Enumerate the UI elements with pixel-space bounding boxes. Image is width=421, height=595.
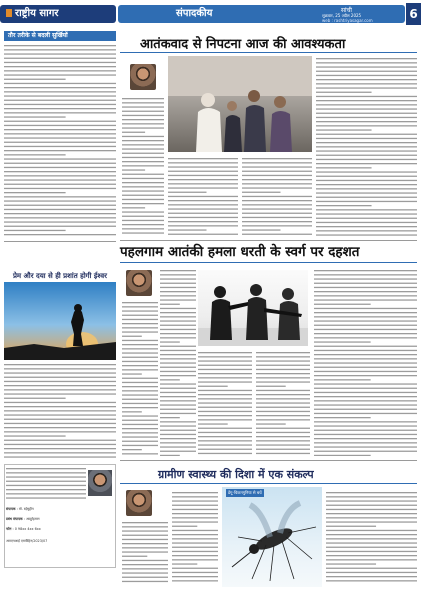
registration-line: आरएनआई एमपीहिन/2023/07 bbox=[6, 539, 48, 543]
editor-portrait bbox=[88, 470, 112, 496]
left-divider bbox=[4, 241, 116, 242]
text-lines bbox=[6, 466, 86, 502]
text-lines bbox=[314, 268, 417, 456]
text-lines bbox=[198, 350, 252, 456]
phone-line: फोन : 0 98xx 4xx 6xx bbox=[6, 527, 41, 531]
mosquito-caption: डेंगू-चिकनगुनिया से बचें bbox=[228, 490, 262, 495]
article-1-col-3 bbox=[242, 156, 312, 238]
editor-line: संपादक : मो. रईसुद्दीन bbox=[6, 507, 34, 511]
text-lines bbox=[160, 268, 196, 456]
article-1-col-1 bbox=[122, 96, 164, 236]
article-2-col-5 bbox=[314, 268, 417, 456]
phone-number: 0 98xx 4xx 6xx bbox=[14, 527, 41, 531]
ceremony-photo bbox=[168, 56, 312, 152]
mosquito-photo bbox=[222, 487, 322, 587]
left-box-title: तौर तरीके से बदली सुर्खियों bbox=[4, 31, 116, 41]
page-number: 6 bbox=[406, 3, 421, 25]
article-1-col-4 bbox=[316, 56, 417, 238]
text-lines bbox=[242, 156, 312, 238]
left-column-text bbox=[4, 43, 116, 239]
article-2-col-4 bbox=[256, 350, 310, 456]
article-3-col-1 bbox=[122, 520, 168, 584]
author-1-portrait bbox=[130, 64, 156, 90]
left-feature-title: प्रेम और दया से ही प्रशांत होगी ईश्वर bbox=[12, 272, 108, 280]
author-3-portrait bbox=[126, 490, 152, 516]
security-forces-graphic bbox=[198, 270, 308, 346]
section-title: संपादकीय bbox=[176, 8, 213, 19]
text-lines bbox=[122, 96, 164, 236]
article-2-col-2 bbox=[160, 268, 196, 456]
issue-date: शुक्रवार, 25 अप्रैल 2025 bbox=[322, 13, 362, 18]
managing-editor-line: प्रबंध संपादक : अब्दुर्रहमान bbox=[6, 517, 40, 521]
editor-label: संपादक bbox=[6, 507, 16, 511]
masthead bbox=[0, 0, 421, 28]
editor-name: मो. रईसुद्दीन bbox=[18, 507, 34, 511]
managing-editor-name: अब्दुर्रहमान bbox=[25, 517, 40, 521]
article-3-accent-bar bbox=[120, 483, 417, 484]
crowd-graphic bbox=[168, 56, 312, 152]
dusk-photo bbox=[4, 282, 116, 360]
author-2-portrait bbox=[126, 270, 152, 296]
imprint-notice bbox=[6, 466, 86, 502]
article-2-col-1 bbox=[122, 300, 158, 456]
article-1-headline: आतंकवाद से निपटना आज की आवश्यकता bbox=[140, 37, 346, 52]
article-2-accent-bar bbox=[120, 262, 417, 263]
article-3-headline: ग्रामीण स्वास्थ्य की दिशा में एक संकल्प bbox=[158, 468, 314, 481]
brand-logo bbox=[0, 5, 116, 23]
text-lines bbox=[172, 490, 218, 584]
text-lines bbox=[4, 362, 116, 460]
text-lines bbox=[122, 300, 158, 456]
text-lines bbox=[316, 56, 417, 238]
edition-city: सांची bbox=[341, 7, 352, 14]
website-link[interactable]: web : rashtriyasagar.com bbox=[322, 18, 373, 23]
article-2-col-3 bbox=[198, 350, 252, 456]
phone-label: फोन bbox=[6, 527, 12, 531]
article-1-divider bbox=[120, 240, 417, 241]
text-lines bbox=[256, 350, 310, 456]
article-1-col-2 bbox=[168, 156, 238, 238]
flag-icon bbox=[6, 9, 12, 17]
article-1-accent-bar bbox=[120, 52, 417, 53]
article-2-headline: पहलगाम आतंकी हमला धरती के स्वर्ग पर दहशत bbox=[120, 244, 360, 260]
mosquito-graphic bbox=[222, 487, 322, 587]
text-lines bbox=[168, 156, 238, 238]
article-3-col-2 bbox=[172, 490, 218, 584]
left-feature-text bbox=[4, 362, 116, 460]
article-3-col-3 bbox=[326, 490, 417, 584]
silhouette-graphic bbox=[4, 282, 116, 360]
brand-name: राष्ट्रीय सागर bbox=[15, 8, 59, 19]
article-2-divider bbox=[120, 460, 417, 461]
text-lines bbox=[326, 490, 417, 584]
text-lines bbox=[122, 520, 168, 584]
managing-editor-label: प्रबंध संपादक bbox=[6, 517, 23, 521]
text-lines bbox=[4, 43, 116, 239]
police-photo bbox=[198, 270, 308, 346]
